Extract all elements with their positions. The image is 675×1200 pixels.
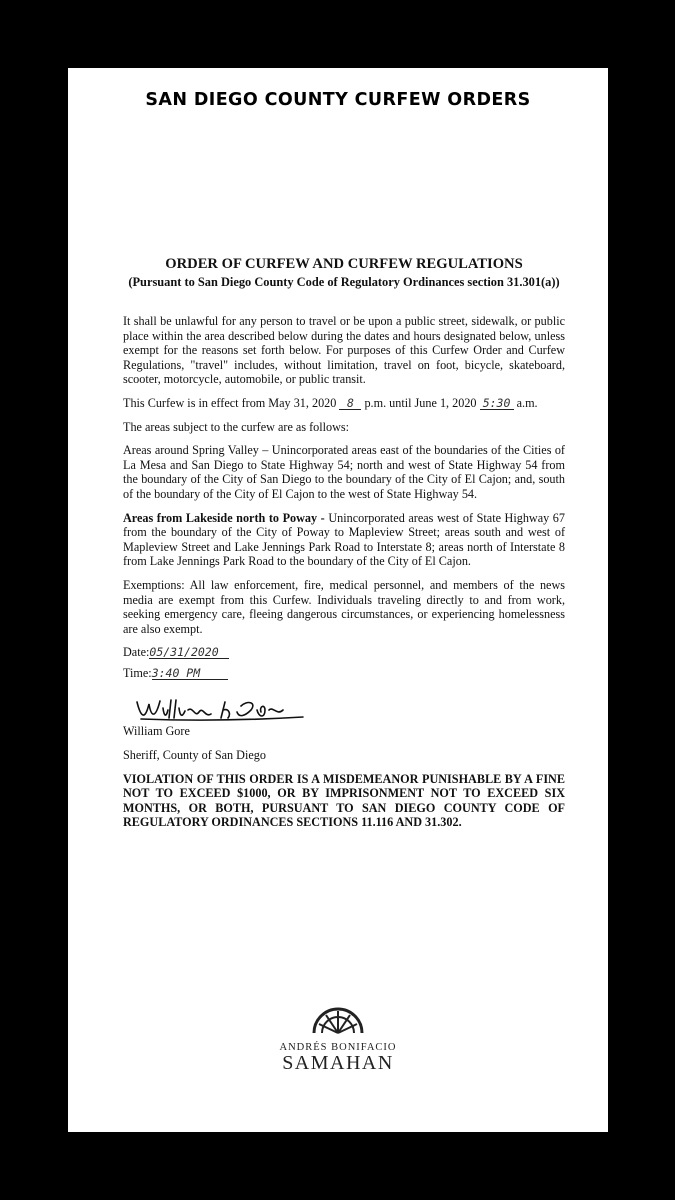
signature xyxy=(133,696,565,722)
area-lakeside-text: Unincorporated areas west of State Highway 67 from the boundary of the City of Poway to Mapleview Street; areas south and west of Mapleview Street and Lake Jennings Park Road to Interstate 8; areas north of Interstate 8 from Lake Jennings Park Road to the boundary of the City of El Cajon. xyxy=(123,510,565,569)
signer-title: Sheriff, County of San Diego xyxy=(123,748,266,763)
logo-top-text: ANDRÉS BONIFACIO xyxy=(279,1042,397,1053)
date-label: Date: xyxy=(123,645,150,660)
effective-middle: p.m. until June 1, 2020 xyxy=(364,395,477,410)
effective-paragraph xyxy=(123,396,565,411)
effective-prefix: This Curfew is in effect from May 31, 2020 xyxy=(123,395,337,410)
area-spring-valley: Areas around Spring Valley – Unincorporated areas east of the boundaries of the Cities of La Mesa and San Diego to State Highway 54; north and west of State Highway 54 from the boundary of the City of San Diego to the boundary of the City of El Cajon; and, south of the boundary of the City of El Cajon to the west of State Highway 54. xyxy=(123,443,565,501)
document-page xyxy=(68,68,608,1132)
order-document xyxy=(123,256,565,839)
sun-rays-icon xyxy=(308,1005,368,1035)
time-handwritten: 3:40 PM xyxy=(152,667,228,680)
banner-title: SAN DIEGO COUNTY CURFEW ORDERS xyxy=(145,90,531,110)
area-lakeside-heading: Areas from Lakeside north to Poway - xyxy=(123,510,325,525)
areas-intro: The areas subject to the curfew are as follows: xyxy=(123,419,350,434)
area-lakeside xyxy=(123,511,565,569)
order-subtitle: (Pursuant to San Diego County Code of Regulatory Ordinances section 31.301(a)) xyxy=(128,275,560,289)
date-line xyxy=(123,645,565,660)
order-title: ORDER OF CURFEW AND CURFEW REGULATIONS xyxy=(165,256,523,272)
start-time-handwritten: 8 xyxy=(339,397,361,410)
date-handwritten: 05/31/2020 xyxy=(149,646,229,659)
exemptions-paragraph: Exemptions: All law enforcement, fire, medical personnel, and members of the news media are exempt from this Curfew. Individuals traveling directly to and from work, seeking emergency care, fleeing dangerous circumstances, or experiencing homelessness are also exempt. xyxy=(123,577,565,636)
samahan-logo xyxy=(68,1005,608,1073)
signature-scribble xyxy=(133,696,308,724)
violation-warning: VIOLATION OF THIS ORDER IS A MISDEMEANOR PUNISHABLE BY A FINE NOT TO EXCEED $1000, OR BY IMPRISONMENT NOT TO EXCEED SIX MONTHS, OR BOTH, PURSUANT TO SAN DIEGO COUNTY CODE OF REGULATORY ORDINANCES SECTIONS 11.116 AND 31.302. xyxy=(123,771,565,830)
logo-name-text: SAMAHAN xyxy=(282,1052,394,1074)
intro-paragraph: It shall be unlawful for any person to travel or be upon a public street, sidewalk, or public place within the area described below during the dates and hours designated below, unless exempt for the reasons set forth below. For purposes of this Curfew Order and Curfew Regulations, "travel" includes, without limitation, travel on foot, bicycle, skateboard, scooter, motorcycle, automobile, or public transit. xyxy=(123,314,565,387)
effective-suffix: a.m. xyxy=(516,395,538,410)
time-line xyxy=(123,666,565,681)
signer-name: William Gore xyxy=(123,724,190,739)
time-label: Time: xyxy=(123,665,152,680)
end-time-handwritten: 5:30 xyxy=(480,397,514,410)
